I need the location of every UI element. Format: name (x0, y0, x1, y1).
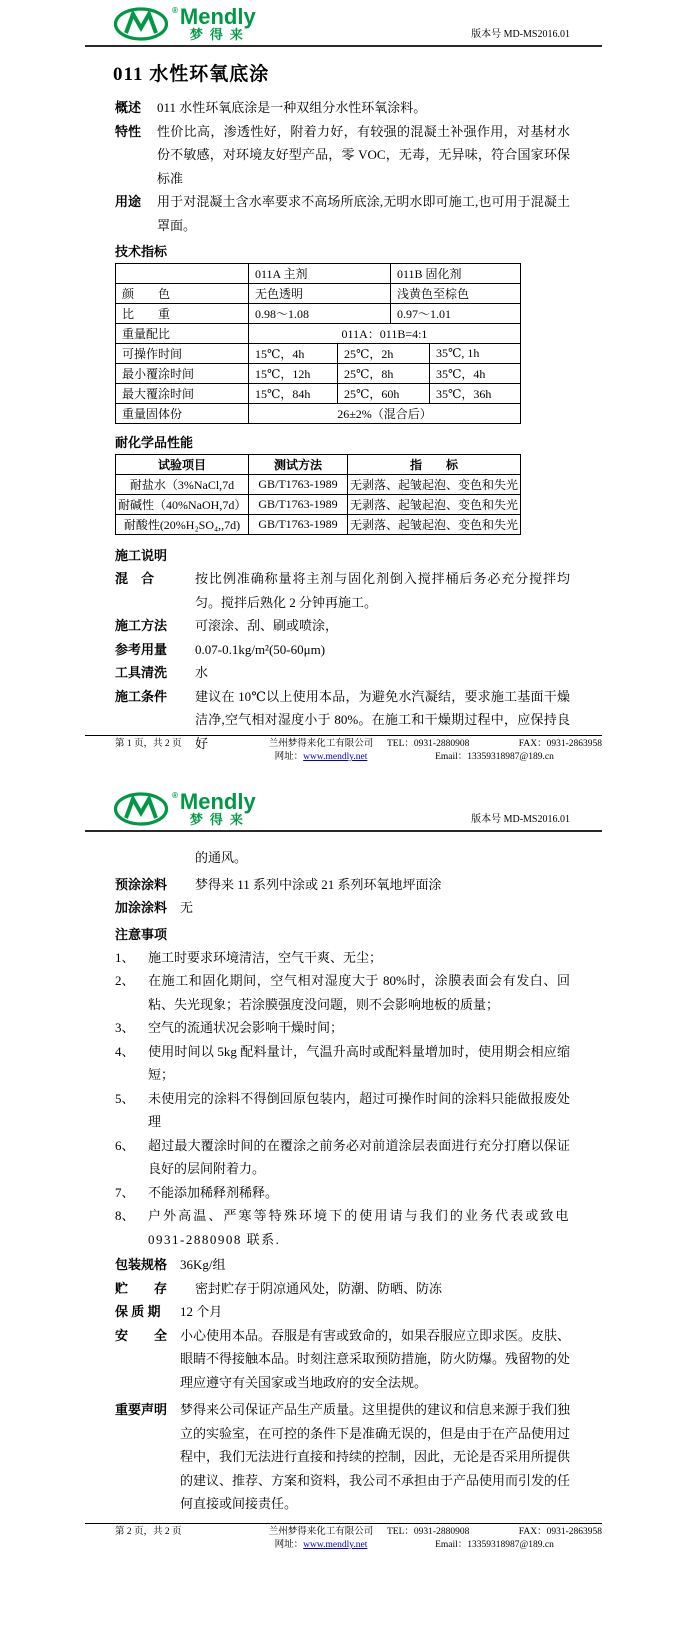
table-row (116, 475, 521, 495)
pot-life-25c: 25℃，2h (338, 344, 430, 364)
note-number: 1、 (115, 949, 135, 965)
tool-cleaning-row (115, 661, 570, 685)
topcoat-label: 加涂涂料 (115, 900, 168, 915)
note-number: 4、 (115, 1043, 135, 1059)
note-text: 不能添加稀释剂稀释。 (148, 1184, 279, 1200)
note-number: 8、 (115, 1208, 135, 1223)
brand-name: Mendly (179, 4, 256, 29)
website-line (255, 1539, 387, 1552)
coverage-label: 参考用量 (115, 641, 168, 657)
usage-row (115, 190, 570, 237)
gravity-label: 比 重 (116, 304, 249, 324)
tel-number: TEL：0931-2880908 (387, 739, 470, 749)
tel-fax-line (387, 738, 602, 751)
pot-life-15c: 15℃，4h (249, 344, 338, 364)
registered-mark: ® (172, 791, 178, 800)
footer-contact-block (387, 1526, 602, 1552)
page-header (0, 785, 687, 830)
storage-label: 贮 存 (115, 1280, 168, 1296)
color-label: 颜 色 (116, 284, 249, 304)
table-row (116, 304, 521, 324)
company-name: 兰州梦得来化工有限公司 (268, 1527, 374, 1537)
alkali-item: 耐碱性（40%NaOH,7d） (116, 495, 249, 515)
note-item-5 (115, 1087, 570, 1134)
website-line (255, 751, 387, 764)
features-row (115, 120, 570, 191)
min-recoat-35c: 35℃，4h (430, 364, 521, 384)
safety-label: 安 全 (115, 1327, 168, 1343)
brand-name: Mendly (179, 789, 256, 814)
website-label: 网址： (274, 1540, 304, 1550)
packaging-label: 包装规格 (115, 1257, 168, 1272)
note-item-4 (115, 1040, 570, 1087)
coverage-row (115, 638, 570, 662)
max-recoat-25c: 25℃，60h (338, 384, 430, 404)
table-row (116, 364, 521, 384)
website-link[interactable]: www.mendly.net (303, 752, 368, 762)
overview-text: 011 水性环氧底涂是一种双组分水性环氧涂料。 (157, 100, 427, 115)
conditions-text: 建议在 10℃以上使用本品，为避免水汽凝结，要求施工基面干燥洁净,空气相对湿度小于 80%。在施工和干燥期过程中，应保持良好 (195, 688, 570, 751)
note-text: 未使用完的涂料不得倒回原包装内，超过可操作时间的涂料只能做报废处理 (148, 1090, 570, 1129)
table-row (116, 344, 521, 364)
application-method-text: 可滚涂、刮、刷或喷涂， (195, 618, 339, 633)
construction-section-title: 施工说明 (115, 548, 168, 563)
note-text: 空气的流通状况会影响干燥时间； (148, 1020, 344, 1035)
website-link[interactable]: www.mendly.net (303, 1540, 368, 1550)
disclaimer-label: 重要声明 (115, 1402, 168, 1417)
company-name: 兰州梦得来化工有限公司 (268, 739, 374, 749)
acid-result: 无剥落、起皱起泡、变色和失光 (348, 515, 521, 535)
version-label: 版本号 MD-MS2016.01 (471, 814, 570, 825)
component-a-header: 011A 主剂 (249, 264, 391, 284)
conditions-label: 施工条件 (115, 688, 168, 704)
note-number: 3、 (115, 1020, 135, 1035)
mixing-label: 混 合 (115, 571, 155, 586)
overview-row (115, 96, 570, 120)
shelf-life-label: 保 质 期 (115, 1304, 161, 1319)
test-method-header: 测试方法 (249, 455, 348, 475)
table-row (116, 384, 521, 404)
tool-cleaning-text: 水 (195, 665, 209, 680)
ratio-value: 011A：011B=4:1 (249, 324, 521, 344)
page-2 (0, 785, 687, 1638)
email-address: Email：13359318987@189.cn (435, 752, 554, 762)
fax-number: FAX：0931-2863958 (518, 739, 602, 749)
gravity-a: 0.98～1.08 (249, 304, 391, 324)
fax-number: FAX：0931-2863958 (518, 1527, 602, 1537)
table-row (116, 495, 521, 515)
company-logo (113, 6, 256, 42)
test-result-header: 指 标 (348, 455, 521, 475)
brand-name-cn: 梦得来 (189, 812, 250, 827)
color-a: 无色透明 (249, 284, 391, 304)
shelf-life-row (115, 1300, 570, 1324)
table-row (116, 404, 521, 424)
salt-water-item: 耐盐水（3%NaCl,7d (116, 475, 249, 495)
note-item-1 (115, 946, 570, 970)
precoat-label: 预涂涂料 (115, 876, 168, 892)
note-item-8 (115, 1204, 570, 1251)
coverage-text: 0.07-0.1kg/m²(50-60μm) (195, 641, 326, 657)
logo-words (180, 6, 256, 41)
acid-item: 耐酸性(20%H₂SO₄,,7d) (116, 515, 249, 535)
component-b-header: 011B 固化剂 (391, 264, 521, 284)
packaging-row (115, 1253, 570, 1277)
tel-fax-line (387, 1526, 602, 1539)
note-number: 5、 (115, 1090, 135, 1106)
page1-footer (85, 735, 602, 764)
table-row (116, 264, 521, 284)
page-1 (0, 0, 687, 785)
note-number: 6、 (115, 1137, 135, 1153)
usage-label: 用途 (115, 194, 142, 209)
usage-text: 用于对混凝土含水率要求不高场所底涂,无明水即可施工,也可用于混凝土罩面。 (157, 194, 570, 233)
max-recoat-label: 最大覆涂时间 (116, 384, 249, 404)
footer-contact-block (387, 738, 602, 764)
min-recoat-25c: 25℃，8h (338, 364, 430, 384)
footer-company-block (255, 1526, 387, 1552)
header-rule (85, 830, 602, 832)
mendly-logo-icon (113, 791, 171, 827)
website-label: 网址： (274, 752, 304, 762)
note-item-6 (115, 1134, 570, 1181)
note-text: 施工时要求环境清洁，空气干爽、无尘； (148, 949, 383, 965)
empty-cell (116, 264, 249, 284)
ratio-label: 重量配比 (116, 324, 249, 344)
shelf-life-text: 12 个月 (180, 1304, 223, 1319)
pot-life-35c: 35℃, 1h (430, 344, 521, 364)
page-header (0, 0, 687, 45)
salt-water-method: GB/T1763-1989 (249, 475, 348, 495)
application-method-label: 施工方法 (115, 618, 168, 633)
min-recoat-15c: 15℃，12h (249, 364, 338, 384)
safety-text: 小心使用本品。吞服是有害或致命的，如果吞服应立即求医。皮肤、眼睛不得接触本品。时刻注意采取预防措施，防火防爆。残留物的处理应遵守有关国家或当地政府的安全法规。 (180, 1327, 571, 1390)
company-logo (113, 791, 256, 827)
tech-spec-table (115, 263, 521, 424)
application-method-row (115, 614, 570, 638)
storage-text: 密封贮存于阴凉通风处，防潮、防晒、防冻 (195, 1280, 443, 1296)
logo-words (180, 791, 256, 826)
disclaimer-row (115, 1398, 570, 1516)
max-recoat-15c: 15℃，84h (249, 384, 338, 404)
email-address: Email：13359318987@189.cn (435, 1540, 554, 1550)
page-number: 第 2 页，共 2 页 (115, 1527, 182, 1537)
mixing-row (115, 567, 570, 614)
page-number: 第 1 页，共 2 页 (115, 739, 182, 749)
table-row (116, 324, 521, 344)
max-recoat-35c: 35℃，36h (430, 384, 521, 404)
table-row (116, 284, 521, 304)
mendly-logo-icon (113, 6, 171, 42)
note-item-3 (115, 1016, 570, 1040)
note-text: 超过最大覆涂时间的在覆涂之前务必对前道涂层表面进行充分打磨以保证良好的层间附着力。 (148, 1137, 570, 1176)
note-text: 使用时间以 5kg 配料量计，气温升高时或配料量增加时，使用期会相应缩短； (148, 1043, 570, 1082)
topcoat-row (115, 896, 570, 920)
storage-row (115, 1277, 570, 1301)
safety-row (115, 1324, 570, 1395)
footer-company-block (255, 738, 387, 764)
chemical-resistance-table (115, 454, 521, 535)
table-row (116, 515, 521, 535)
note-number: 7、 (115, 1184, 135, 1200)
page-title: 011 水性环氧底涂 (113, 64, 270, 85)
features-text: 性价比高，渗透性好，附着力好，有较强的混凝土补强作用，对基材水份不敏感，对环境友好型产品，零 VOC，无毒，无异味，符合国家环保标准 (157, 123, 570, 186)
salt-water-result: 无剥落、起皱起泡、变色和失光 (348, 475, 521, 495)
table-header-row (116, 455, 521, 475)
chem-section-title: 耐化学品性能 (115, 435, 194, 450)
features-label: 特性 (115, 123, 142, 139)
header-rule (85, 45, 602, 47)
precoat-row (115, 873, 570, 897)
notes-section-title: 注意事项 (115, 926, 168, 942)
tel-number: TEL：0931-2880908 (387, 1527, 470, 1537)
note-text: 户外高温、严寒等特殊环境下的使用请与我们的业务代表或致电 0931-2880908 联系. (148, 1208, 570, 1247)
tool-cleaning-label: 工具清洗 (115, 665, 168, 680)
topcoat-text: 无 (180, 900, 194, 915)
solids-label: 重量固体份 (116, 404, 249, 424)
packaging-text: 36Kg/组 (180, 1257, 226, 1272)
mixing-text: 按比例准确称量将主剂与固化剂倒入搅拌桶后务必充分搅拌均匀。搅拌后熟化 2 分钟再施工。 (195, 571, 570, 610)
version-label: 版本号 MD-MS2016.01 (471, 29, 570, 40)
note-item-2 (115, 969, 570, 1016)
pot-life-label: 可操作时间 (116, 344, 249, 364)
solids-value: 26±2%（混合后） (249, 404, 521, 424)
note-text: 在施工和固化期间，空气相对湿度大于 80%时，涂膜表面会有发白、回粘、失光现象；若涂膜强度没问题，则不会影响地板的质量； (148, 973, 570, 1012)
continuation-text: 的通风。 (195, 850, 248, 865)
test-item-header: 试验项目 (116, 455, 249, 475)
disclaimer-text: 梦得来公司保证产品生产质量。这里提供的建议和信息来源于我们独立的实验室，在可控的条件下是准确无误的，但是由于在产品使用过程中，我们无法进行直接和持续的控制，因此，无论是否采用所提供的建议、推荐、方案和资料，我公司不承担由于产品使用而引发的任何直接或间接责任。 (180, 1402, 571, 1511)
color-b: 浅黄色至棕色 (391, 284, 521, 304)
tech-section-title: 技术指标 (115, 244, 168, 259)
min-recoat-label: 最小覆涂时间 (116, 364, 249, 384)
alkali-method: GB/T1763-1989 (249, 495, 348, 515)
precoat-text: 梦得来 11 系列中涂或 21 系列环氧地坪面涂 (195, 876, 442, 892)
brand-name-cn: 梦得来 (189, 27, 250, 42)
page2-footer (85, 1523, 602, 1552)
alkali-result: 无剥落、起皱起泡、变色和失光 (348, 495, 521, 515)
overview-label: 概述 (115, 100, 142, 115)
gravity-b: 0.97～1.01 (391, 304, 521, 324)
note-item-7 (115, 1181, 570, 1205)
note-number: 2、 (115, 973, 135, 988)
acid-method: GB/T1763-1989 (249, 515, 348, 535)
registered-mark: ® (172, 6, 178, 15)
